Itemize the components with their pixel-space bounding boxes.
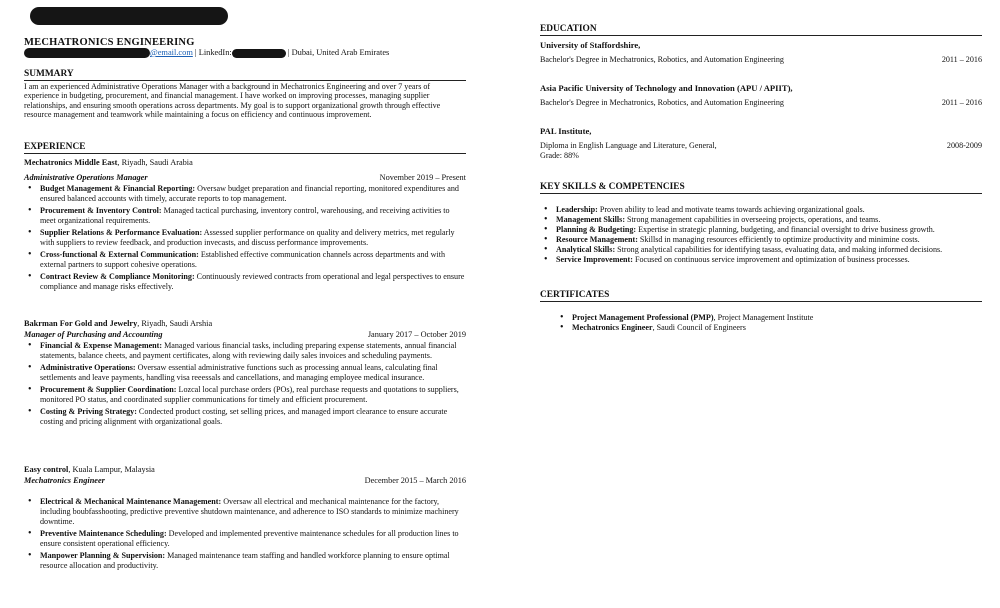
job-role: Manager of Purchasing and Accounting January 2017 – October 2019 [24, 330, 466, 339]
education-degree: Diploma in English Language and Literature, General, 2008-2009 [540, 141, 982, 150]
list-item: • Procurement & Inventory Control: Managed tactical purchasing, inventory control, warehousing, and receiving activities to meet organizational requirements. [40, 206, 466, 226]
summary-text: I am an experienced Administrative Operations Manager with a background in Mechatronics Engineering and over 7 years of experience in budgeting, procurement, and financial management. I have worked on improving processes, managing supplier relationships, and ensuring smooth operations across departments. My goal is to support organizational growth through effective resource management and teamwork while maintaining a focus on efficiency and continuous improvement. [24, 82, 441, 119]
list-item: • Service Improvement: Focused on continuous service improvement and optimization of business processes. [556, 255, 982, 265]
education-dates: 2011 – 2016 [941, 98, 982, 107]
list-item: • Budget Management & Financial Reporting: Oversaw budget preparation and financial reporting, monitored expenditures and ensured balanced accounts with timely, accurate reports to top management. [40, 184, 466, 204]
list-item: • Leadership: Proven ability to lead and motivate teams towards achieving organizational goals. [556, 205, 982, 215]
separator: | [194, 48, 197, 57]
redacted-email-user [24, 48, 150, 58]
skills-heading: KEY SKILLS & COMPETENCIES [540, 182, 982, 194]
job-role: Administrative Operations Manager November 2019 – Present [24, 173, 466, 182]
list-item: • Contract Review & Compliance Monitoring: Continuously reviewed contracts from operational and legal perspectives to ensure compliance and manage risks effectively. [40, 272, 466, 292]
separator: | [287, 48, 290, 57]
list-item: • Electrical & Mechanical Maintenance Management: Oversaw all electrical and mechanical maintenance for the factory, including boubfasshooting, predictive preventive shutdown maintenance, and adherence to ISO standards to minimize machinery downtime. [40, 497, 466, 527]
job-bullets [24, 341, 466, 429]
list-item: • Supplier Relations & Performance Evaluation: Assessed supplier performance on quality and delivery metrics, met regularly with suppliers to review feedback, and production invecasts, and discuss performance improvements. [40, 228, 466, 248]
education-degree: Bachelor's Degree in Mechatronics, Robotics, and Automation Engineering 2011 – 2016 [540, 98, 982, 107]
education-school: Asia Pacific University of Technology and Innovation (APU / APIIT), [540, 83, 793, 93]
summary-heading: SUMMARY [24, 69, 466, 81]
linkedin-label: LinkedIn: [198, 48, 232, 57]
education-dates: 2011 – 2016 [941, 55, 982, 64]
list-item: • Project Management Professional (PMP), Project Management Institute [572, 313, 982, 323]
redacted-name [30, 7, 228, 25]
resume-headline: MECHATRONICS ENGINEERING [24, 37, 195, 48]
list-item: • Cross-functional & External Communication: Established effective communication channels across departments and with external partners to support cohesive operations. [40, 250, 466, 270]
education-school: PAL Institute, [540, 126, 592, 136]
list-item: • Planning & Budgeting: Expertise in strategic planning, budgeting, and financial oversight to drive business growth. [556, 225, 982, 235]
job-dates: December 2015 – March 2016 [364, 476, 466, 485]
job-company: Bakrman For Gold and Jewelry, Riyadh, Saudi Arshia [24, 319, 213, 328]
list-item: • Financial & Expense Management: Managed various financial tasks, including preparing expense statements, annual financial statements, balance cheets, and payment certificates, along with reviewing daily sales invoices and scheduling payments. [40, 341, 466, 361]
job-bullets [24, 497, 466, 573]
education-degree: Bachelor's Degree in Mechatronics, Robotics, and Automation Engineering 2011 – 2016 [540, 55, 982, 64]
redacted-linkedin[interactable] [232, 49, 286, 58]
education-dates: 2008-2009 [946, 141, 982, 150]
contact-line [24, 48, 389, 58]
job-bullets [24, 184, 466, 294]
list-item: • Resource Management: Skillsd in managing resources efficiently to optimize productivity and minimine costs. [556, 235, 982, 245]
job-dates: November 2019 – Present [379, 173, 466, 182]
education-grade: Grade: 88% [540, 151, 579, 160]
location: Dubai, United Arab Emirates [291, 48, 390, 57]
list-item: • Preventive Maintenance Scheduling: Developed and implemented preventive maintenance schedules for all production lines to ensure consistent operational efficiency. [40, 529, 466, 549]
job-company: Easy control, Kuala Lampur, Malaysia [24, 465, 155, 474]
education-heading: EDUCATION [540, 24, 982, 36]
skills-list [540, 205, 982, 265]
list-item: • Analytical Skills: Strong analytical capabilities for identifying tasass, evaluating data, and making informed decisions. [556, 245, 982, 255]
list-item: • Management Skills: Strong management capabilities in overseeing projects, operations, and teams. [556, 215, 982, 225]
education-school: University of Staffordshire, [540, 40, 641, 50]
list-item: • Administrative Operations: Oversaw essential administrative functions such as processing annual leans, calculating final settlements and leave payments, handling visa reeessals and cancellations, and managing employee medical insurance. [40, 363, 466, 383]
list-item: • Manpower Planning & Supervision: Managed maintenance team staffing and handled workforce planning to ensure optimal resource allocation and productivity. [40, 551, 466, 571]
email-link[interactable]: @email.com [150, 48, 193, 57]
certificates-list [556, 313, 982, 333]
job-dates: January 2017 – October 2019 [367, 330, 466, 339]
list-item: • Costing & Priving Strategy: Condected product costing, set selling prices, and managed import clearance to ensure accurate costing and pricing alignment with organizational goals. [40, 407, 466, 427]
job-role: Mechatronics Engineer December 2015 – March 2016 [24, 476, 466, 485]
job-company: Mechatronics Middle East, Riyadh, Saudi Arabia [24, 158, 193, 167]
certificates-heading: CERTIFICATES [540, 290, 982, 302]
experience-heading: EXPERIENCE [24, 142, 466, 154]
list-item: • Procurement & Supplier Coordination: Lozcal local purchase orders (POs), real purchase requests and quotations to suppliers, monitored PO status, and coordinated supplier communications for timely and efficient procurement. [40, 385, 466, 405]
list-item: • Mechatronics Engineer, Saudi Council of Engineers [572, 323, 982, 333]
